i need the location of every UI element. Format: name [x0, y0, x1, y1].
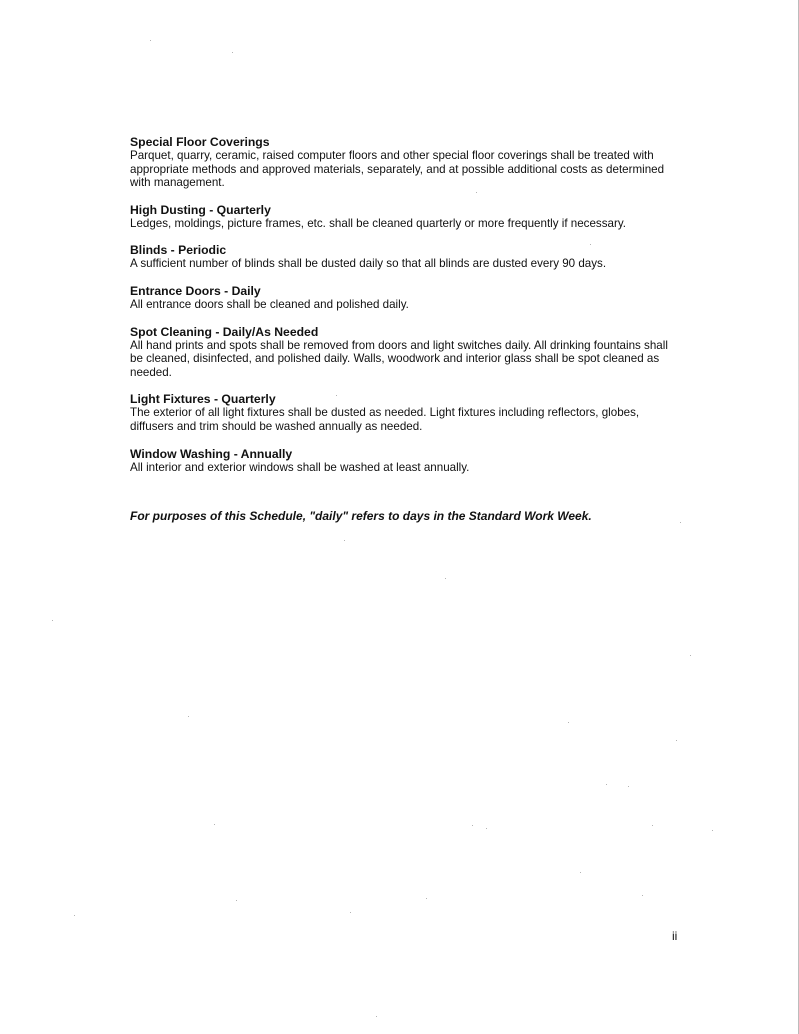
scan-speck	[568, 722, 569, 723]
section-entrance-doors	[130, 284, 678, 312]
section-blinds	[130, 243, 678, 271]
scan-speck	[486, 828, 487, 829]
section-heading: Special Floor Coverings	[130, 135, 270, 149]
section-body: All hand prints and spots shall be removed from doors and light switches daily. All drinking fountains shall be cleaned, disinfected, and polished daily. Walls, woodwork and interior glass shall be spot cleaned as needed.	[130, 338, 668, 379]
section-high-dusting	[130, 203, 678, 231]
scan-speck	[426, 898, 427, 899]
section-body: Parquet, quarry, ceramic, raised computer floors and other special floor coverings shall be treated with appropriate methods and approved materials, separately, and at possible additional costs as determined with management.	[130, 149, 665, 190]
section-heading: Spot Cleaning - Daily/As Needed	[130, 324, 319, 339]
scan-speck	[580, 872, 581, 873]
scan-speck	[445, 578, 446, 579]
scan-speck	[214, 824, 215, 825]
scan-speck	[606, 784, 607, 785]
section-body: All entrance doors shall be cleaned and polished daily.	[130, 297, 409, 311]
section-special-floor-coverings	[130, 135, 678, 190]
scan-speck	[712, 830, 713, 831]
section-heading: Blinds - Periodic	[130, 243, 227, 258]
scan-speck	[232, 52, 233, 53]
scan-speck	[676, 740, 677, 741]
scan-speck	[350, 912, 351, 913]
scan-speck	[642, 895, 643, 896]
section-body: All interior and exterior windows shall be washed at least annually.	[130, 460, 470, 474]
section-heading: Entrance Doors - Daily	[130, 283, 261, 298]
section-body: The exterior of all light fixtures shall be dusted as needed. Light fixtures including reflectors, globes, diffusers and trim should be washed annually as needed.	[130, 406, 640, 433]
scan-speck	[74, 915, 75, 916]
scan-speck	[628, 786, 629, 787]
section-heading: High Dusting - Quarterly	[130, 202, 271, 217]
schedule-footnote: For purposes of this Schedule, "daily" refers to days in the Standard Work Week.	[130, 509, 592, 524]
section-body: A sufficient number of blinds shall be dusted daily so that all blinds are dusted every 90 days.	[130, 257, 607, 271]
scan-speck	[472, 825, 473, 826]
scan-speck	[680, 522, 681, 523]
scan-speck	[236, 900, 237, 901]
section-heading: Light Fixtures - Quarterly	[130, 392, 276, 407]
scan-speck	[150, 40, 151, 41]
scan-speck	[652, 825, 653, 826]
section-body: Ledges, moldings, picture frames, etc. shall be cleaned quarterly or more frequently if necessary.	[130, 216, 626, 230]
section-window-washing	[130, 447, 678, 475]
schedule-content	[130, 135, 678, 523]
scan-speck	[376, 1016, 377, 1017]
section-heading: Window Washing - Annually	[130, 446, 293, 461]
scan-speck	[188, 716, 189, 717]
scan-speck	[344, 540, 345, 541]
scan-speck	[52, 620, 53, 621]
section-light-fixtures	[130, 392, 678, 433]
section-spot-cleaning	[130, 325, 678, 380]
page-number: ii	[672, 929, 678, 943]
scan-speck	[690, 655, 691, 656]
